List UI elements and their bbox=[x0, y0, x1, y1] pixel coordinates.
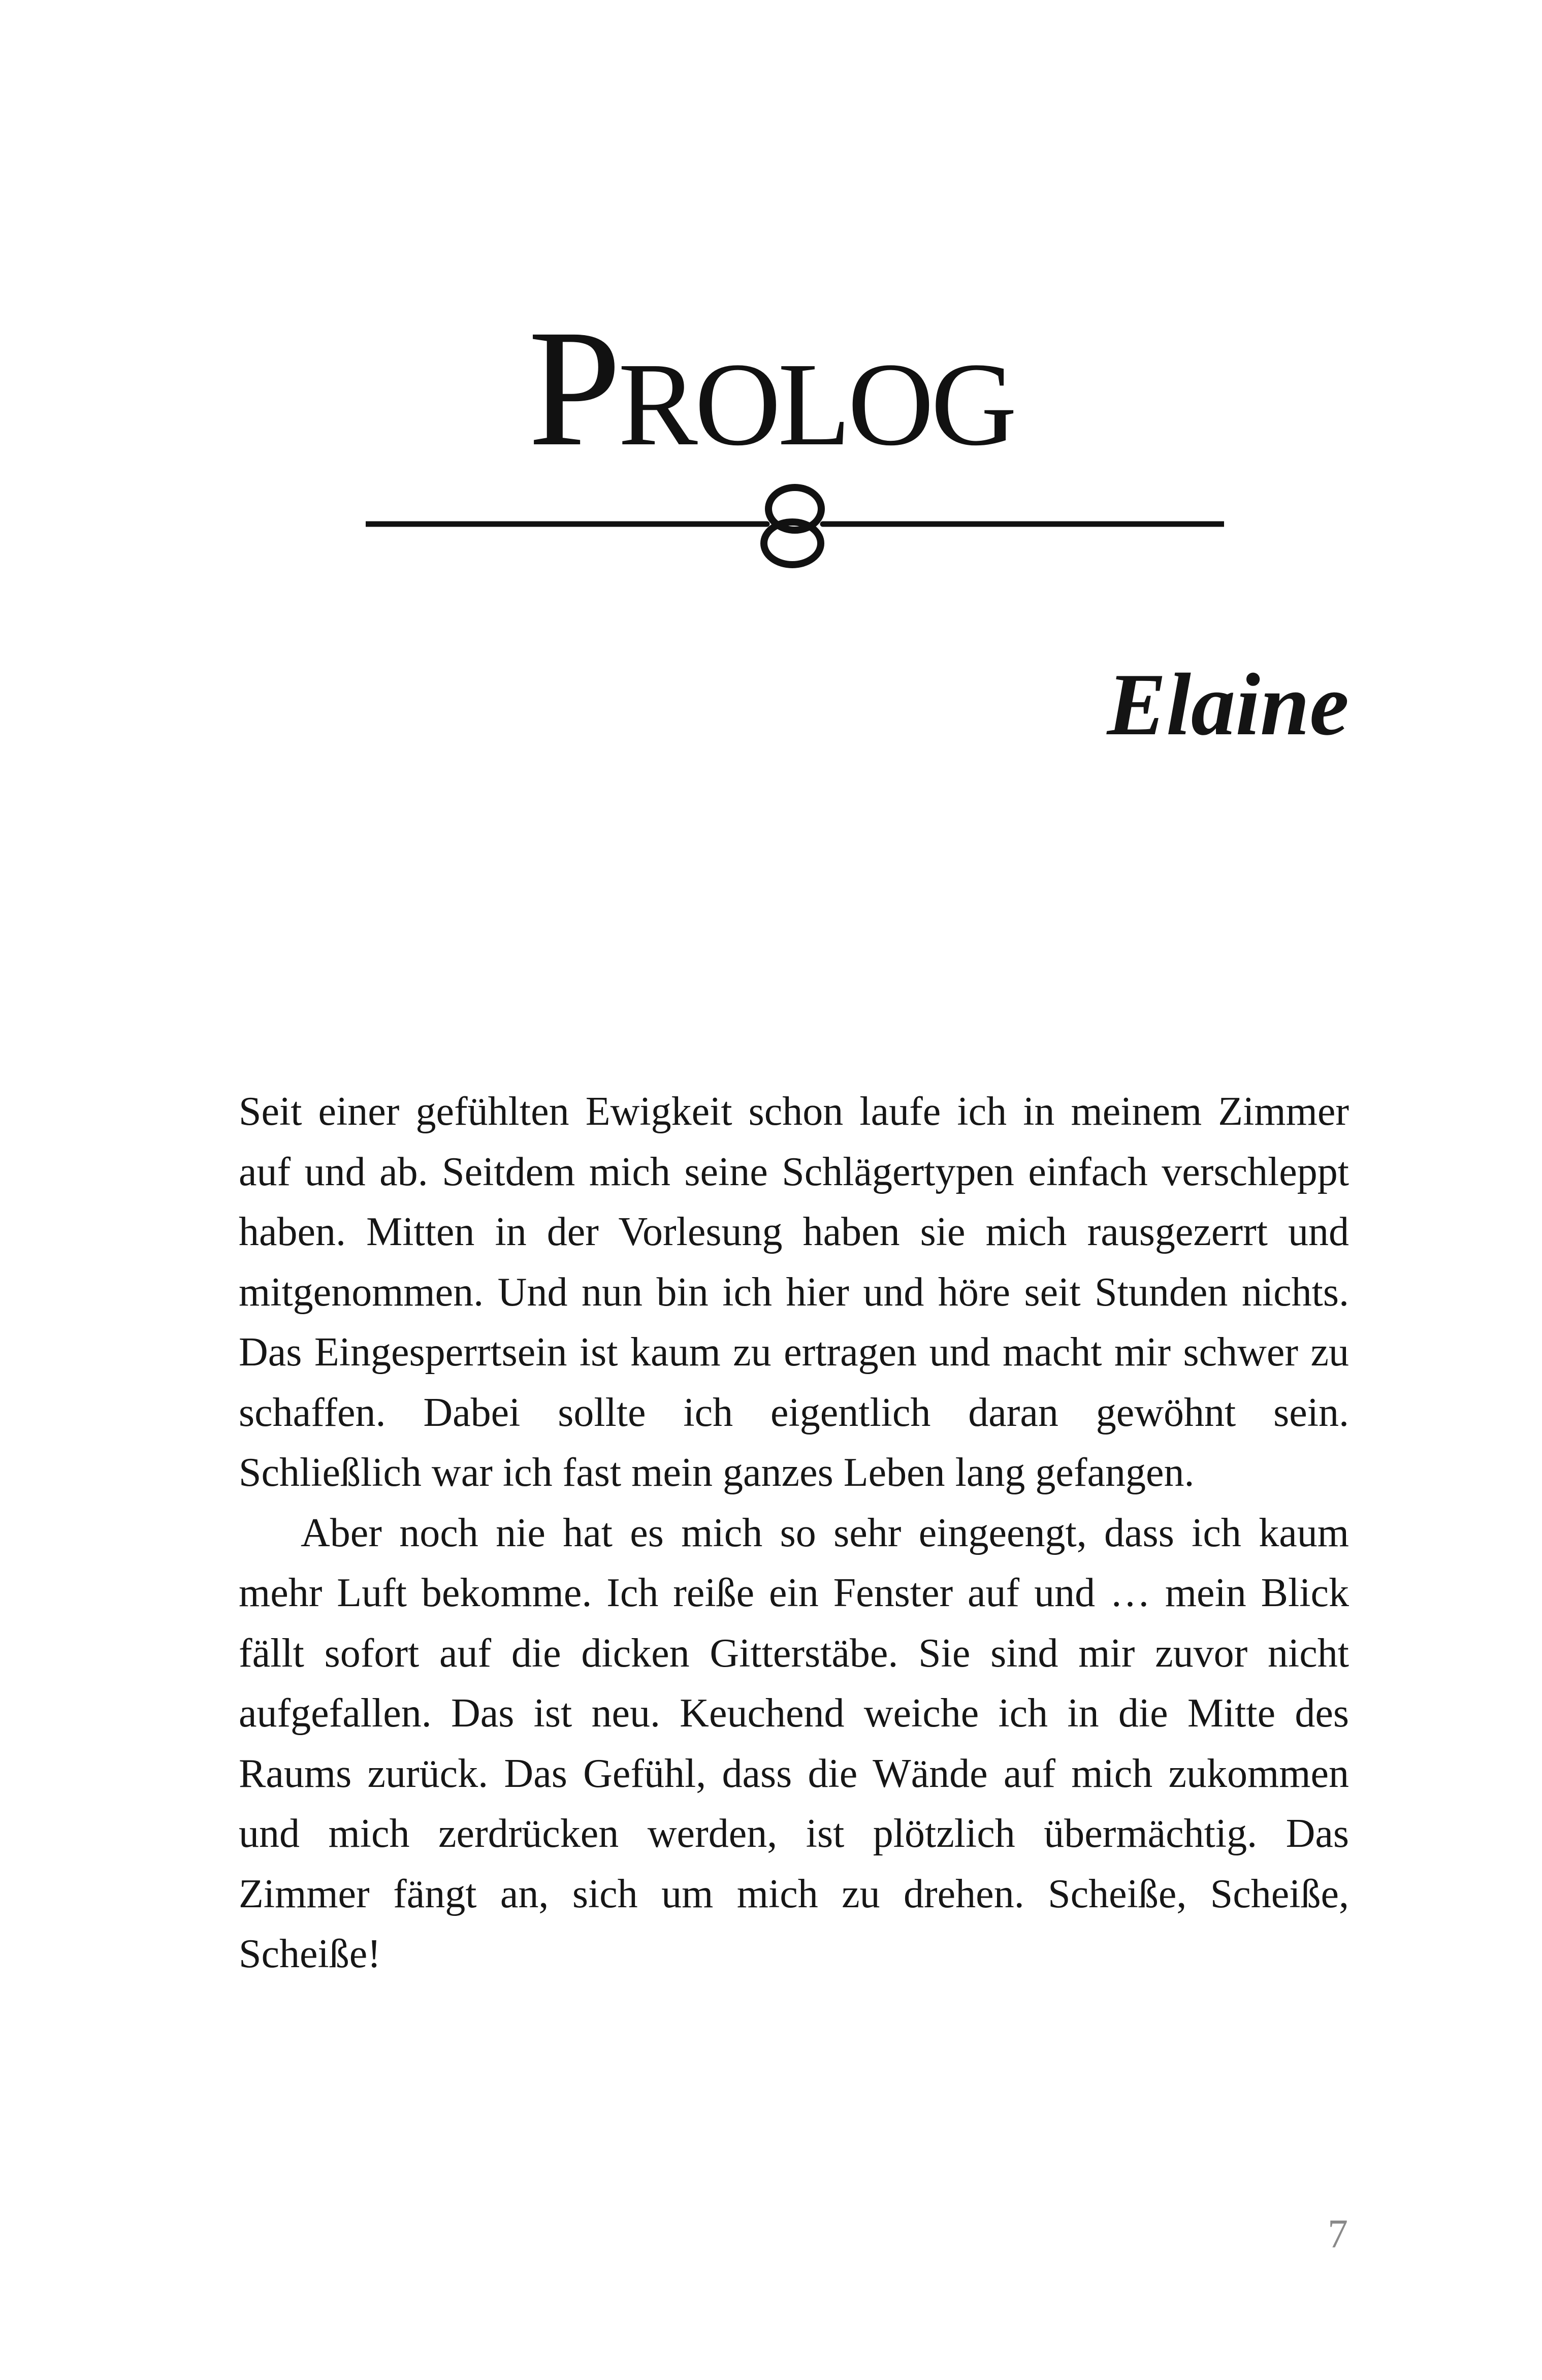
chapter-body bbox=[239, 1082, 1349, 1984]
pov-character-name: Elaine bbox=[1107, 655, 1349, 754]
chapter-title-rest: ROLOG bbox=[618, 338, 1014, 470]
ornament-rings bbox=[764, 487, 821, 565]
body-paragraph: Aber noch nie hat es mich so sehr eingeengt, dass ich kaum mehr Luft bekomme. Ich reiße ein Fenster auf und … mein Blick fällt sofort auf die dicken Gitterstäbe. Sie sind mir zuvor nicht aufgefallen. Das ist neu. Keuchend weiche ich in die Mitte des Raums zurück. Das Gefühl, dass die Wände auf mich zukommen und mich zerdrücken werden, ist plötzlich übermächtig. Das Zimmer fängt an, sich um mich zu drehen. Scheiße, Scheiße, Scheiße! bbox=[239, 1510, 1349, 1976]
interlocked-rings-flourish-icon bbox=[366, 472, 1224, 574]
chapter-title bbox=[0, 296, 1542, 481]
chapter-title-initial: P bbox=[528, 296, 619, 481]
body-paragraph: Seit einer gefühlten Ewigkeit schon laufe ich in meinem Zimmer auf und ab. Seitdem mich seine Schlägertypen einfach verschleppt haben. Mitten in der Vorlesung haben sie mich rausgezerrt und mitgenommen. Und nun bin ich hier und höre seit Stunden nichts. Das Eingesperrtsein ist kaum zu ertragen und macht mir schwer zu schaffen. Dabei sollte ich eigentlich daran gewöhnt sein. Schließlich war ich fast mein ganzes Leben lang gefangen. bbox=[239, 1089, 1349, 1495]
page-number: 7 bbox=[1328, 2212, 1348, 2257]
